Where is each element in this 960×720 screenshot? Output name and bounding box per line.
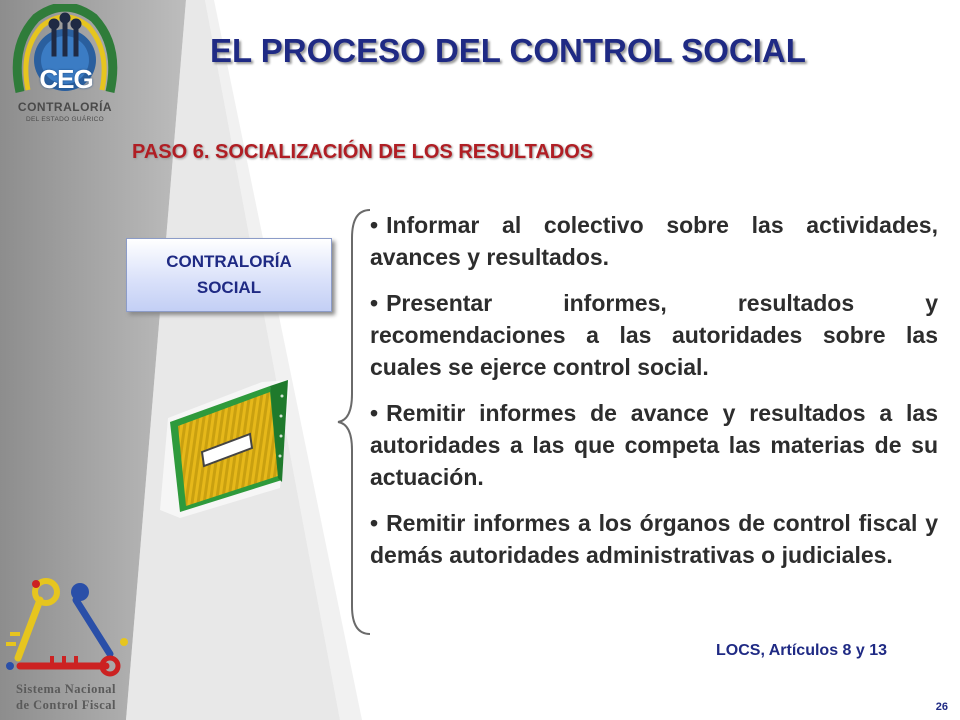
bullet-marker: • bbox=[370, 510, 379, 536]
page-number: 26 bbox=[935, 701, 948, 713]
sistema-nacional-logo bbox=[0, 570, 132, 718]
bullet-marker: • bbox=[370, 290, 379, 316]
legal-reference: LOCS, Artículos 8 y 13 bbox=[716, 642, 888, 659]
bullet-item bbox=[370, 287, 938, 383]
bullet-text: Remitir informes de avance y resultados a las autoridades a las que competa las materias de su actuación. bbox=[370, 400, 938, 490]
curly-brace-icon bbox=[336, 208, 372, 636]
sistema-line-2: de Control Fiscal bbox=[16, 698, 116, 712]
box-line-2: SOCIAL bbox=[196, 278, 262, 297]
slide-title: EL PROCESO DEL CONTROL SOCIAL bbox=[210, 32, 806, 69]
contraloria-abbrev: CEG bbox=[39, 64, 93, 94]
bullet-marker: • bbox=[370, 400, 379, 426]
contraloria-social-box bbox=[126, 238, 332, 312]
slide-subtitle: PASO 6. SOCIALIZACIÓN DE LOS RESULTADOS bbox=[132, 141, 594, 163]
sistema-line-1: Sistema Nacional bbox=[15, 682, 116, 696]
contraloria-logo bbox=[6, 4, 124, 132]
bullet-item bbox=[370, 507, 938, 571]
bullet-text: Remitir informes a los órganos de control fiscal y demás autoridades administrativas o judiciales. bbox=[370, 510, 938, 568]
bullet-item bbox=[370, 397, 938, 493]
folder-icon bbox=[150, 360, 300, 520]
box-line-1: CONTRALORÍA bbox=[166, 252, 292, 271]
bullet-text: Informar al colectivo sobre las actividades, avances y resultados. bbox=[370, 212, 938, 270]
bullet-item bbox=[370, 209, 938, 273]
keys-triangle-icon bbox=[0, 570, 132, 680]
bullet-marker: • bbox=[370, 212, 379, 238]
contraloria-subname: DEL ESTADO GUÁRICO bbox=[26, 116, 104, 123]
contraloria-name: CONTRALORÍA bbox=[17, 100, 113, 114]
bullet-list bbox=[370, 209, 938, 585]
bullet-text: Presentar informes, resultados y recomendaciones a las autoridades sobre las cuales se ejerce control social. bbox=[370, 290, 938, 380]
